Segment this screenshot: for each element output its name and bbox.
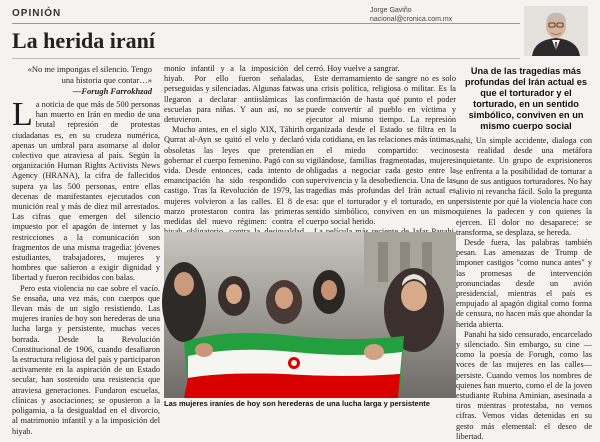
author-photo xyxy=(524,6,588,56)
photo-caption: Las mujeres iraníes de hoy son herederas de una lucha larga y persistente xyxy=(164,399,430,408)
article-paragraph: nahi, Un simple accidente, dialoga con esta realidad desde una metáfora inquietante. Un grupo de exprisioneros se enfrenta a la posibilidad de torturar a uno de sus antiguos torturadores. No hay alivio ni revancha fácil. Solo la pregunta persistente por qué la violencia hace con quienes la padecen y con quienes la ejercen. El dolor no desaparece: se transforma, se desplaza, se hereda. xyxy=(456,136,592,237)
page-title: La herida iraní xyxy=(12,28,156,53)
epigraph-quote xyxy=(24,64,152,97)
epigraph-text: «No me impongas el silencio. Tengo una historia que contar…» xyxy=(27,64,152,85)
article-paragraph: cerró. Hoy vuelve a sangrar. xyxy=(306,64,400,73)
pull-quote: Una de las tragedias más profundas del Irán actual es que el torturador y el torturado, en un sentido simbólico, conviven en un mismo cuerpo social xyxy=(464,66,588,131)
article-paragraph xyxy=(12,96,160,284)
article-column-2 xyxy=(164,64,304,229)
section-label: OPINIÓN xyxy=(12,8,62,19)
epigraph-author: —Forugh Farrokhzad xyxy=(72,86,152,96)
protest-photo xyxy=(164,232,456,398)
byline xyxy=(370,6,520,24)
author-portrait-image xyxy=(524,6,588,56)
article-paragraph: monio infantil y a la imposición del hiyab. Por ello fueron señaladas, perseguidas y silenciadas. Algunas fatwas llegaron a declarar antiislámicas las escuelas para niñas. Y aun así, no se detuvieron. xyxy=(164,64,304,125)
article-column-1 xyxy=(12,96,160,436)
byline-email[interactable]: nacional@cronica.com.mx xyxy=(370,16,453,23)
article-paragraph: Pero esta violencia no cae sobre el vacío. Se ensaña, una vez más, con cuerpos que llevan más de un siglo resistiendo. Las mujeres iraníes de hoy son herederas de una lucha larga y persistente, muchas veces borrada. Desde la Revolución Constitucional de 1906, cuando desafiaron la estructura religiosa del país y participaron activamente en la aspiración de un Estado secular, han sostenido una resistencia que atraviesa generaciones. Fundaron escuelas, clínicas y asociaciones; se opusieron a la poligamia, a la desigualdad en el divorcio, al matrimonio infantil y a la imposición del hiyab. xyxy=(12,283,160,436)
headline-divider xyxy=(12,58,520,59)
article-column-3 xyxy=(306,64,456,229)
byline-author: Jorge Gaviño xyxy=(370,7,412,14)
article-paragraph: Este derramamiento de sangre no es solo una crisis política, religiosa o militar. Es la confirmación de hasta qué punto el poder puede convertir al pueblo en víctima y ejecutor al mismo tiempo. La represión organizada desde el Estado se filtra en la vida cotidiana, en las relaciones más íntimas, en el miedo compartido: vecinos vigilándose, familias fragmentadas, mujeres obligadas a negociar cada gesto entre la supervivencia y la desobediencia. Una de las tragedias más profundas del Irán actual es esa: que el torturador y el torturado, en un sentido simbólico, conviven en un mismo cuerpo social herido. xyxy=(306,74,456,227)
article-paragraph: Panahi ha sido censurado, encarcelado y silenciado. Sin embargo, su cine —como la poesía de Forugh, como las voces de las mujeres en las calles— persiste. Cuando vemos los nombres de quienes han muerto, como el de la joven estudiante Rubina Aminian, asesinada a tiros mientras protestaba, no vemos cifras. Vemos vidas detenidas en su gesto más elemental: el deseo de libertad. xyxy=(456,329,592,441)
article-paragraph: Mucho antes, en el siglo XIX, Táhirih Qurrat al-Ayn se quitó el velo y declaró obsoletas las leyes que pretendían gobernar el cuerpo femenino. Pagó con su vida. Desde entonces, cada intento de emancipación ha sido respondido con castigo. Tras la Revolución de 1979, las mujeres volvieron a las calles. El 8 de marzo protestaron contra las primeras medidas del nuevo régimen: contra el xyxy=(164,125,304,227)
article-paragraph: Desde fuera, las palabras también pesan. Las amenazas de Trump de imponer castigos "como nunca antes" y las promesas de intervención pronunciadas desde un avión presidencial, mientras el país es empujado al apagón digital como forma de censura, no hacen más que ahondar la herida abierta. xyxy=(456,238,592,329)
article-column-4 xyxy=(456,136,592,441)
drop-cap: L xyxy=(12,96,33,133)
protest-image xyxy=(164,232,456,398)
top-divider xyxy=(12,23,520,24)
paragraph-text: a noticia de que más de 500 personas han muerto en Irán en medio de una brutal represión de protestas ciudadanas es, en su crudeza numérica, apenas un umbral para asomarse al dolor colectivo que atraviesa al país. Según la organización Human Rights Activists News Agency (HRANA), la cifra de fallecidos supera ya las 500 personas, entre ellas decenas de manifestantes ejecutados con munición real y más de diez mil arrestados. Las cifras que emergen del silencio impuesto por el apagón de internet y las restricciones a la comunicación son fragmentos de una misma tragedia: jóvenes estudiantes, trabajadores, mujeres y hombres que salieron a exigir dignidad y libertad y fueron recibidos con balas. xyxy=(12,100,160,283)
